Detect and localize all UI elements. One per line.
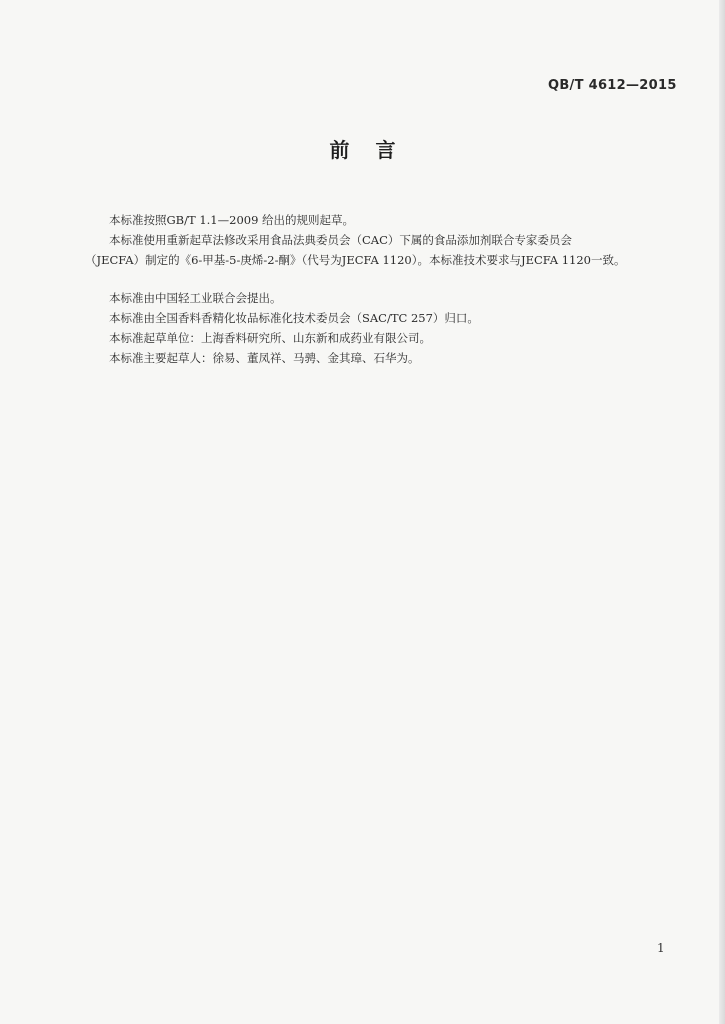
foreword-body-group-2 (85, 288, 665, 368)
standard-number: QB/T 4612—2015 (548, 78, 677, 93)
paragraph-drafting-rules: 本标准按照GB/T 1.1—2009 给出的规则起草。 (109, 213, 355, 227)
paragraph-proposed-by: 本标准由中国轻工业联合会提出。 (109, 291, 282, 305)
page-number: 1 (657, 941, 665, 955)
paragraph-centralized-by: 本标准由全国香料香精化妆品标准化技术委员会（SAC/TC 257）归口。 (109, 311, 479, 325)
foreword-body-group-1 (85, 210, 665, 270)
page-title: 前言 (329, 138, 422, 162)
paragraph-adoption-method-cont: （JECFA）制定的《6-甲基-5-庚烯-2-酮》（代号为JECFA 1120）。本标准技术要求与JECFA 1120一致。 (85, 253, 626, 267)
paragraph-drafting-units: 本标准起草单位：上海香料研究所、山东新和成药业有限公司。 (109, 331, 431, 345)
paragraph-adoption-method: 本标准使用重新起草法修改采用食品法典委员会（CAC）下属的食品添加剂联合专家委员会 (109, 233, 572, 247)
paragraph-main-drafters: 本标准主要起草人：徐易、董凤祥、马骋、金其璋、石华为。 (109, 351, 420, 365)
